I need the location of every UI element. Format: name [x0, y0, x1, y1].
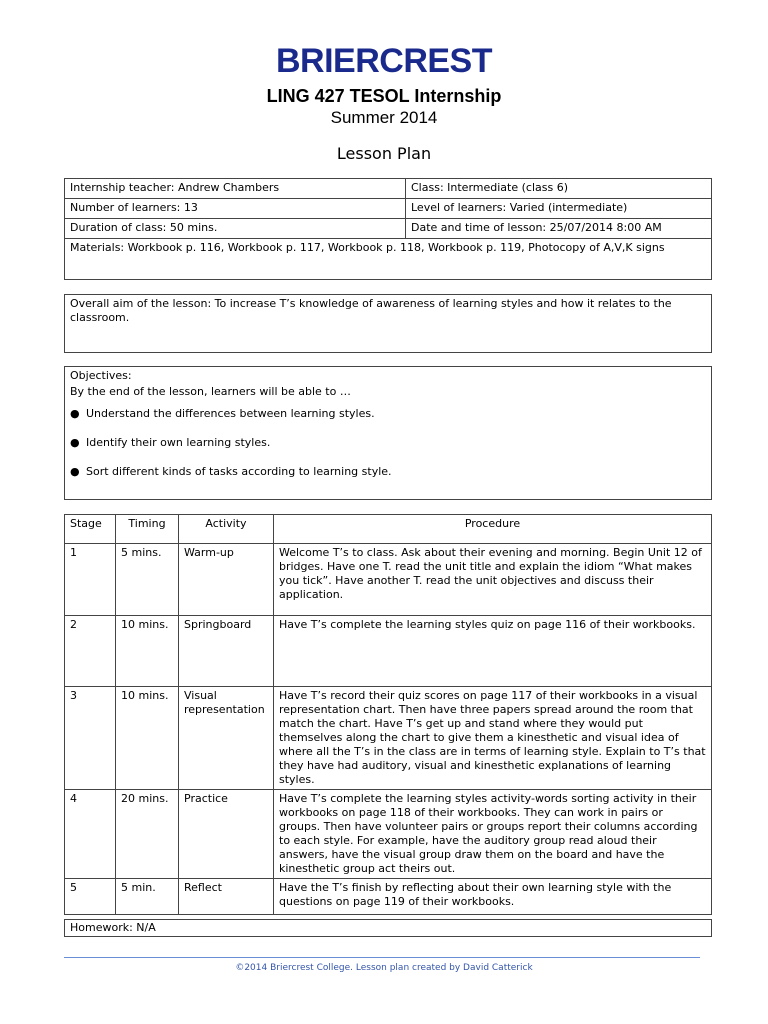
timing-cell: 10 mins. — [116, 687, 179, 790]
activity-cell: Springboard — [179, 616, 274, 687]
objective-text: Understand the differences between learning styles. — [86, 407, 375, 420]
stage-header: Stage — [65, 515, 116, 544]
info-table — [64, 178, 712, 280]
procedure-cell: Have T’s complete the learning styles activity-words sorting activity in their workbooks on page 118 of their workbooks. They can work in pairs or groups. Then have volunteer pairs or groups report their columns according to each style. For example, have the auditory group read aloud their answers, have the visual group draw them on the board and have the kinesthetic group act theirs out. — [274, 790, 712, 879]
stage-cell: 1 — [65, 544, 116, 616]
objectives-label: Objectives: — [70, 369, 132, 382]
objective-item — [70, 407, 706, 421]
timing-header: Timing — [116, 515, 179, 544]
table-row — [65, 687, 712, 790]
course-title: LING 427 TESOL Internship — [266, 86, 502, 106]
activity-cell: Reflect — [179, 879, 274, 915]
table-row — [65, 790, 712, 879]
activity-cell: Visual representation — [179, 687, 274, 790]
teacher-cell: Internship teacher: Andrew Chambers — [65, 179, 406, 199]
homework-text: Homework: N/A — [70, 921, 156, 934]
timing-cell: 20 mins. — [116, 790, 179, 879]
timing-cell: 10 mins. — [116, 616, 179, 687]
objective-text: Sort different kinds of tasks according to learning style. — [86, 465, 392, 478]
bullet-icon: ● — [70, 436, 80, 449]
learners-cell: Number of learners: 13 — [65, 199, 406, 219]
procedure-header: Procedure — [274, 515, 712, 544]
stage-cell: 4 — [65, 790, 116, 879]
activity-cell: Practice — [179, 790, 274, 879]
objective-item — [70, 465, 706, 479]
procedure-cell: Have T’s complete the learning styles quiz on page 116 of their workbooks. — [274, 616, 712, 687]
materials-cell: Materials: Workbook p. 116, Workbook p. 117, Workbook p. 118, Workbook p. 119, Photocopy of A,V,K signs — [65, 239, 712, 280]
term-title: Summer 2014 — [330, 108, 438, 127]
bullet-icon: ● — [70, 465, 80, 478]
homework-box — [64, 919, 712, 937]
objectives-intro: By the end of the lesson, learners will be able to … — [70, 385, 351, 398]
timing-cell: 5 min. — [116, 879, 179, 915]
stage-cell: 3 — [65, 687, 116, 790]
table-row — [65, 616, 712, 687]
footer-text: ©2014 Briercrest College. Lesson plan created by David Catterick — [235, 963, 533, 973]
table-row — [65, 879, 712, 915]
page-title: Lesson Plan — [336, 144, 432, 163]
timing-cell: 5 mins. — [116, 544, 179, 616]
stage-cell: 2 — [65, 616, 116, 687]
procedure-table — [64, 514, 712, 915]
activity-header: Activity — [179, 515, 274, 544]
activity-cell: Warm-up — [179, 544, 274, 616]
objective-text: Identify their own learning styles. — [86, 436, 271, 449]
procedure-cell: Welcome T’s to class. Ask about their evening and morning. Begin Unit 12 of bridges. Have one T. read the unit title and explain the idiom “What makes you tick”. Have another T. read the unit objectives and discuss their application. — [274, 544, 712, 616]
objectives-box — [64, 366, 712, 500]
class-cell: Class: Intermediate (class 6) — [406, 179, 712, 199]
logo: BRIERCREST — [275, 42, 493, 80]
aim-text: Overall aim of the lesson: To increase T’s knowledge of awareness of learning styles and how it relates to the classroom. — [70, 297, 672, 324]
bullet-icon: ● — [70, 407, 80, 420]
procedure-cell: Have the T’s finish by reflecting about their own learning style with the questions on page 119 of their workbooks. — [274, 879, 712, 915]
objective-item — [70, 436, 706, 450]
footer-divider — [64, 957, 700, 958]
table-row — [65, 544, 712, 616]
stage-cell: 5 — [65, 879, 116, 915]
procedure-cell: Have T’s record their quiz scores on page 117 of their workbooks in a visual representation chart. Then have three papers spread around the room that match the chart. Have T’s get up and stand where they would put themselves along the chart to give them a kinesthetic and visual idea of where all the T’s in the class are in terms of learning style. Explain to T’s that they have had auditory, visual and kinesthetic explanations of learning styles. — [274, 687, 712, 790]
datetime-cell: Date and time of lesson: 25/07/2014 8:00 AM — [406, 219, 712, 239]
aim-box — [64, 294, 712, 353]
duration-cell: Duration of class: 50 mins. — [65, 219, 406, 239]
level-cell: Level of learners: Varied (intermediate) — [406, 199, 712, 219]
